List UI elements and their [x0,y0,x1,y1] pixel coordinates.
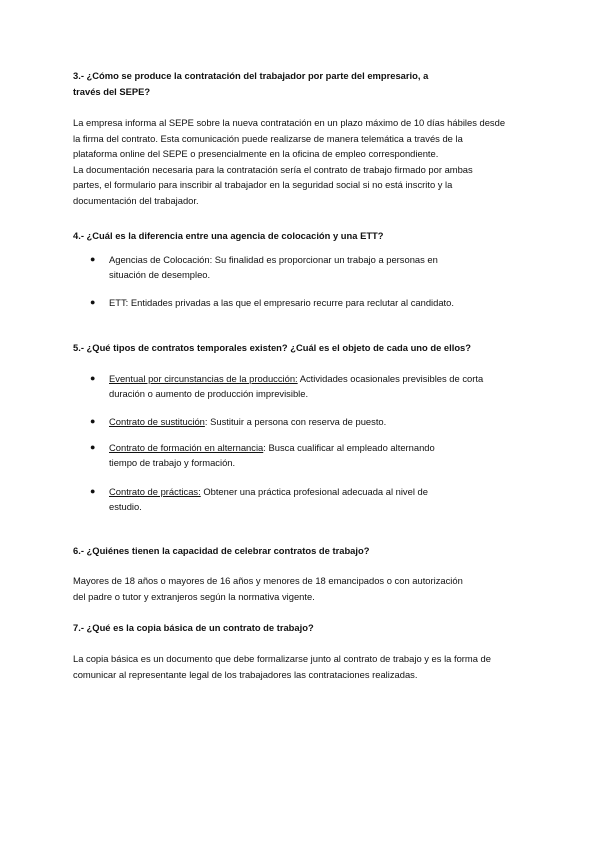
list-item-line: Agencias de Colocación: Su finalidad es proporcionar un trabajo a personas en [109,254,438,265]
answer-line: La empresa informa al SEPE sobre la nueva contratación en un plazo máximo de 10 días hábiles desde [73,117,506,128]
answer-line: documentación del trabajador. [73,194,199,206]
answer-line: del padre o tutor y extranjeros según la normativa vigente. [73,590,315,602]
bullet-icon: ● [90,373,96,383]
bullet-icon: ● [90,416,96,426]
list-item-line: tiempo de trabajo y formación. [109,457,236,468]
question-3-heading-line-1: 3.- ¿Cómo se produce la contratación del trabajador por parte del empresario, a [73,70,429,81]
bullet-icon: ● [90,486,96,496]
answer-line: Mayores de 18 años o mayores de 16 años y menores de 18 emancipados o con autorización [73,575,463,586]
question-3-heading-line-2: través del SEPE? [73,86,151,97]
list-item-line [109,371,549,386]
list-item-text [109,440,549,470]
contract-description: : Busca cualificar al empleado alternando [263,442,435,453]
list-item-text [109,484,549,514]
answer-line: La documentación necesaria para la contratación sería el contrato de trabajo firmado por ambas [73,163,473,175]
list-item-text [109,295,549,310]
question-5-heading: 5.- ¿Qué tipos de contratos temporales existen? ¿Cuál es el objeto de cada uno de ellos? [73,342,472,353]
question-6-answer [73,573,543,604]
contract-description: : Sustituir a persona con reserva de puesto. [204,416,387,427]
contract-term: Contrato de formación en alternancia [109,442,264,453]
list-item-text [109,414,549,429]
question-3-answer [73,115,543,209]
list-item-line [109,414,549,429]
question-6-heading: 6.- ¿Quiénes tienen la capacidad de celebrar contratos de trabajo? [73,545,370,556]
contract-term: Eventual por circunstancias de la producción: [109,373,298,384]
question-7-heading: 7.- ¿Qué es la copia básica de un contrato de trabajo? [73,622,314,633]
answer-line: La copia básica es un documento que debe formalizarse junto al contrato de trabajo y es la forma de [73,653,491,664]
contract-description: Obtener una práctica profesional adecuada al nivel de [200,486,428,497]
list-item-line: estudio. [109,501,142,512]
question-4-heading: 4.- ¿Cuál es la diferencia entre una agencia de colocación y una ETT? [73,230,384,241]
list-item-line: duración o aumento de producción imprevisible. [109,388,309,399]
answer-line: plataforma online del SEPE o presencialmente en la oficina de empleo correspondiente. [73,148,439,160]
question-7-answer [73,651,543,682]
bullet-icon: ● [90,297,96,307]
answer-line: partes, el formulario para inscribir al trabajador en la seguridad social si no está inscrito y la [73,179,453,191]
answer-line: la firma del contrato. Esta comunicación puede realizarse de manera telemática a través de la [73,132,463,144]
list-item-line: situación de desempleo. [109,269,211,280]
list-item-line: ETT: Entidades privadas a las que el empresario recurre para reclutar al candidato. [109,297,454,308]
contract-term: Contrato de sustitución [109,416,205,427]
list-item-line [109,484,549,499]
bullet-icon: ● [90,442,96,452]
contract-term: Contrato de prácticas: [109,486,201,497]
bullet-icon: ● [90,254,96,264]
list-item-text [109,252,549,282]
contract-description: Actividades ocasionales previsibles de corta [297,373,484,384]
list-item-line [109,440,549,455]
list-item-text [109,371,549,401]
answer-line: comunicar al representante legal de los trabajadores las contrataciones realizadas. [73,668,418,680]
question-3-heading [73,68,543,100]
